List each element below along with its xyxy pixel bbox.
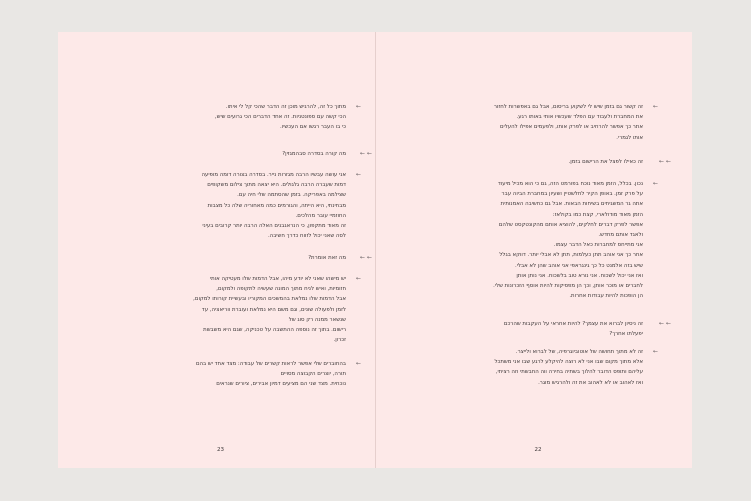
- arrow-marker-icon: ←: [652, 103, 658, 110]
- text-line: מה קורה בסדרה סבהמגזין?: [282, 151, 346, 157]
- left-page: [58, 32, 375, 468]
- left-page-text: [140, 32, 372, 468]
- text-line: הכי קשה עם ספונטניות. זה אחד הדברים הכי גרועים שיש,: [214, 114, 346, 121]
- question-block: [140, 253, 346, 263]
- text-line: יש מישהו שאני לא יודע מיהו, אבל הדמות שלו מעטיקה אותי: [209, 276, 346, 282]
- text-line: הן הופכות להיות עבודות אחרות.: [569, 293, 643, 300]
- answer-block: [140, 102, 346, 133]
- text-line: בהחוברים שלי אפשר לראות קשרים של עבודה: מצד אחד יש בהם: [195, 361, 346, 367]
- text-line: שיש בזה אלמנט כל כך גינגראפי אני אוהב שהן לא אבלי.: [514, 262, 643, 269]
- text-line: החוזמיי עובר מהלכים.: [295, 212, 346, 219]
- right-page-text: [435, 32, 671, 468]
- arrow-marker-icon: ←: [652, 180, 658, 187]
- arrow-marker-icon: ← ←: [659, 158, 671, 165]
- text-line: אחר כך אני אוהב תתן כעלמות, תתן לא אבלי יותר. דווקא בגלל: [499, 252, 643, 259]
- arrow-marker-icon: ←: [355, 360, 361, 367]
- arrow-marker-icon: ←: [355, 171, 361, 178]
- text-line: אתר כך אפשר להרחיב או לפרק אותו, ולפעמים אפילו להעלים: [499, 124, 643, 131]
- text-line: דמות שעברה הרבה גלגולים. היא יצאה מתוך צילום משקופים: [207, 182, 346, 189]
- left-page-number: 23: [217, 447, 224, 453]
- text-line: אני עושה עבשיו הרבה מגזרות נייר. בסדרה בצורה דומה מופיעה: [201, 172, 346, 178]
- answer-block: [435, 179, 643, 301]
- question-block: [435, 157, 643, 167]
- right-page: [376, 32, 692, 468]
- text-line: את המחברת ולעבוד עם הפלד שעכשיו אותי באותו רגע.: [516, 114, 643, 121]
- text-line: שנשאר ממנה רק סוג של: [288, 316, 346, 323]
- text-line: זה קשור גם בזמן שיש לי לשקוע בריסום, אבל גם באפשרות לחזור: [493, 104, 643, 110]
- text-line: רישום. בתוך זה נוספה ההתשבה על טכניקה, שגם היא משבשת: [203, 327, 346, 334]
- text-line: זה כאילו לפצל את הרישום בזמן.: [568, 159, 643, 165]
- text-line: נוכחית. מצד שני הם מציעים דמיון אבירים, ציורים שנראים: [216, 381, 346, 388]
- text-line: לזמן ולפעולה שונים, וגם משם היא נמלאת ועוברת ווריאציה, עד: [201, 306, 346, 313]
- arrow-marker-icon: ← ←: [360, 254, 372, 261]
- text-line: נכון. בכלל, הזמן מאוד נוכח בפורמט הזה, גם כי הוא מכיל מיעוד: [497, 181, 643, 187]
- text-line: ואז לאהוב או לא לאהוב את זה ולהרגיש מוגר.: [538, 379, 643, 386]
- text-line: לסה שאני יכול לזווח כדרך חשיבה.: [267, 233, 346, 240]
- right-page-number: 22: [534, 447, 542, 453]
- arrow-marker-icon: ←: [355, 275, 361, 282]
- text-line: אתה גר המשגיחים בשיחות הבאות. אבל גם כחשיבה האמנותית: [500, 201, 643, 208]
- text-line: זה מאוד מתקפון, כי הנראגבנים האלה הרבה יותר קרובים בעיני: [202, 223, 346, 230]
- text-line: מתוך כל זה, להרגיש מוכן זה הדבר שהכי קל לי איתו.: [225, 104, 346, 110]
- answer-block: [140, 274, 346, 345]
- text-line: מבחינתי, היא הייתה, והגורמים כמה מאחוריה שלה כל מצבות: [207, 202, 346, 209]
- text-line: אבל הדמות שלו נמלאת בהמשכים המקוריו ובעשיית קורותו למקום,: [193, 296, 346, 303]
- text-line: אפשר לפרק דברים לחלקים, להוציא אותם מהקונטקסט שלהם: [498, 221, 643, 228]
- text-line: אני מתייחס למחברות כאל הדבר עצמו.: [553, 242, 643, 249]
- answer-block: [140, 359, 346, 390]
- text-line: יפעלתו אחרך?: [609, 331, 643, 338]
- text-line: הזמן מאוד מודולארי, קצת כמו בקולאז:: [552, 211, 643, 218]
- text-line: אלא מתוך מקום שבו אני לא רוצה להיקלע לרגע שבו אני משתכל: [494, 359, 643, 366]
- answer-block: [435, 347, 643, 388]
- arrow-marker-icon: ←: [355, 103, 361, 110]
- text-line: מה זאת אומרת?: [308, 255, 346, 261]
- text-line: זה לא מתוך תחושה של אוטוביוגרפיה, של לברוא ולייצר.: [515, 349, 643, 355]
- text-line: ולאגד אותם מחדש.: [598, 232, 643, 239]
- text-line: חזומיות, ואיש לניח מתוך המונה שעשיה לתקופה ולמקום,: [216, 286, 346, 293]
- text-line: על פרק זמן. באופן הקיר לחלשטיין ושעיון במחברת הביוה עבר: [501, 191, 643, 198]
- text-line: שצילמה באפריקה. בזמן שהסתמה שלי חיה עם.: [237, 192, 346, 199]
- answer-block: [140, 170, 346, 241]
- text-line: ואז אני יכול לשכוח. אני נורא טוב בלשכוח. אני נותן אותן: [516, 272, 643, 279]
- arrow-marker-icon: ←: [652, 348, 658, 355]
- arrow-marker-icon: ← ←: [360, 150, 372, 157]
- text-line: תורה, יוצרים הקבוצה מסויים: [280, 371, 346, 378]
- question-block: [140, 149, 346, 159]
- text-line: אותו לגמרי.: [616, 134, 643, 141]
- arrow-marker-icon: ← ←: [659, 320, 671, 327]
- text-line: זה ניסיון לברוא את עצמך? להיות אחראי על העקבות שהרכם: [503, 321, 643, 327]
- text-line: כי בו העבר רגשו אם העכשיו.: [280, 124, 346, 131]
- answer-block: [435, 102, 643, 143]
- text-line: זכרון.: [333, 337, 346, 344]
- text-line: לחברים או מוכר אותן, וכך הן מפסיקות להיות אוסף הזכרונות שלי.: [493, 283, 643, 290]
- question-block: [435, 319, 643, 339]
- text-line: עליהם ותופס הדובר להלוך בשתיה בחירה ווה החבשתי וזה רציתי,: [495, 369, 643, 376]
